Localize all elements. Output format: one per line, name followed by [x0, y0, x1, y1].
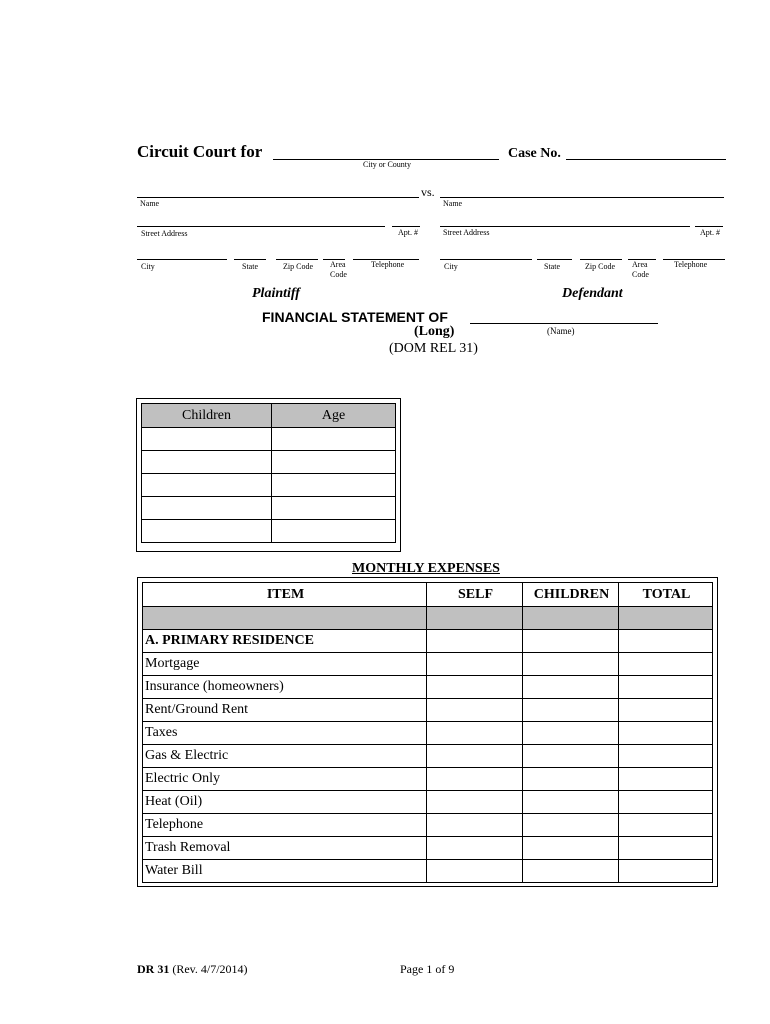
defendant-street-caption: Street Address: [443, 228, 490, 237]
long-label: (Long): [414, 324, 455, 339]
form-reference: (DOM REL 31): [389, 341, 478, 356]
table-row: [143, 768, 713, 791]
defendant-zip-field[interactable]: [580, 259, 622, 260]
children-cell[interactable]: [523, 722, 619, 745]
table-row: [142, 474, 396, 497]
self-cell[interactable]: [427, 722, 523, 745]
child-age-cell[interactable]: [272, 497, 396, 520]
self-cell[interactable]: [427, 745, 523, 768]
children-header: Children: [142, 404, 272, 428]
children-cell[interactable]: [523, 837, 619, 860]
child-age-cell[interactable]: [272, 428, 396, 451]
child-age-cell[interactable]: [272, 520, 396, 543]
table-row: [143, 676, 713, 699]
defendant-telephone-caption: Telephone: [674, 260, 708, 269]
item-label: Rent/Ground Rent: [143, 699, 427, 722]
item-label: Trash Removal: [143, 837, 427, 860]
children-cell[interactable]: [523, 745, 619, 768]
self-cell[interactable]: [427, 768, 523, 791]
plaintiff-name-caption: Name: [140, 199, 160, 208]
statement-name-caption: (Name): [547, 326, 575, 336]
plaintiff-name-field[interactable]: [137, 197, 419, 198]
form-id: DR 31: [137, 962, 170, 976]
children-col-header: CHILDREN: [523, 583, 619, 607]
children-cell[interactable]: [523, 699, 619, 722]
plaintiff-telephone-caption: Telephone: [371, 260, 405, 269]
court-label: Circuit Court for: [137, 142, 263, 161]
table-row: [142, 497, 396, 520]
expenses-table-frame: [137, 577, 718, 887]
defendant-city-caption: City: [444, 262, 458, 271]
total-cell[interactable]: [619, 791, 713, 814]
total-cell[interactable]: [619, 814, 713, 837]
defendant-street-field[interactable]: [440, 226, 690, 227]
item-header: ITEM: [143, 583, 427, 607]
total-cell[interactable]: [619, 745, 713, 768]
children-cell[interactable]: [523, 860, 619, 883]
table-row: [143, 722, 713, 745]
self-cell[interactable]: [427, 837, 523, 860]
defendant-state-caption: State: [544, 262, 560, 271]
plaintiff-apt-field[interactable]: [392, 226, 420, 227]
city-county-caption: City or County: [363, 160, 412, 169]
table-row: [143, 699, 713, 722]
defendant-apt-field[interactable]: [695, 226, 723, 227]
vs-label: vs.: [421, 185, 435, 199]
plaintiff-apt-caption: Apt. #: [398, 228, 418, 237]
plaintiff-street-caption: Street Address: [141, 229, 188, 238]
defendant-state-field[interactable]: [537, 259, 572, 260]
plaintiff-zip-field[interactable]: [276, 259, 318, 260]
self-cell[interactable]: [427, 791, 523, 814]
plaintiff-state-field[interactable]: [234, 259, 266, 260]
item-label: Mortgage: [143, 653, 427, 676]
total-cell[interactable]: [619, 653, 713, 676]
child-name-cell[interactable]: [142, 451, 272, 474]
item-label: Insurance (homeowners): [143, 676, 427, 699]
defendant-area-caption: Area: [632, 260, 648, 269]
defendant-name-field[interactable]: [440, 197, 724, 198]
table-row: [143, 745, 713, 768]
item-label: Telephone: [143, 814, 427, 837]
item-label: Heat (Oil): [143, 791, 427, 814]
plaintiff-city-field[interactable]: [137, 259, 227, 260]
total-header: TOTAL: [619, 583, 713, 607]
plaintiff-label: Plaintiff: [252, 286, 300, 301]
plaintiff-state-caption: State: [242, 262, 258, 271]
expenses-table: [142, 582, 713, 883]
table-row: [143, 837, 713, 860]
gray-separator-row: [143, 607, 713, 630]
total-cell[interactable]: [619, 768, 713, 791]
children-table: [141, 403, 396, 543]
total-cell[interactable]: [619, 860, 713, 883]
child-name-cell[interactable]: [142, 428, 272, 451]
plaintiff-zip-caption: Zip Code: [283, 262, 313, 271]
form-footer: [137, 962, 248, 977]
children-table-frame: [136, 398, 401, 552]
child-name-cell[interactable]: [142, 497, 272, 520]
defendant-label: Defendant: [562, 286, 623, 301]
item-label: Water Bill: [143, 860, 427, 883]
item-label: Gas & Electric: [143, 745, 427, 768]
item-label: Electric Only: [143, 768, 427, 791]
table-row: [143, 653, 713, 676]
case-no-field[interactable]: [566, 159, 726, 160]
defendant-name-caption: Name: [443, 199, 463, 208]
children-cell[interactable]: [523, 653, 619, 676]
section-label: A. PRIMARY RESIDENCE: [143, 630, 427, 653]
statement-name-field[interactable]: [470, 323, 658, 324]
child-age-cell[interactable]: [272, 474, 396, 497]
children-cell[interactable]: [523, 791, 619, 814]
financial-statement-title: FINANCIAL STATEMENT OF: [262, 309, 448, 325]
table-row: [142, 428, 396, 451]
case-no-label: Case No.: [508, 146, 561, 161]
total-cell[interactable]: [619, 837, 713, 860]
table-row: [143, 860, 713, 883]
form-revision: (Rev. 4/7/2014): [172, 962, 248, 976]
self-cell[interactable]: [427, 814, 523, 837]
page-number: Page 1 of 9: [400, 962, 455, 976]
plaintiff-city-caption: City: [141, 262, 155, 271]
child-name-cell[interactable]: [142, 474, 272, 497]
self-cell[interactable]: [427, 699, 523, 722]
total-cell[interactable]: [619, 676, 713, 699]
defendant-city-field[interactable]: [440, 259, 532, 260]
table-row: [143, 791, 713, 814]
table-row: [142, 451, 396, 474]
children-cell[interactable]: [523, 814, 619, 837]
plaintiff-code-caption: Code: [330, 270, 347, 279]
defendant-code-caption: Code: [632, 270, 649, 279]
self-header: SELF: [427, 583, 523, 607]
table-row: [142, 520, 396, 543]
total-cell[interactable]: [619, 699, 713, 722]
child-age-cell[interactable]: [272, 451, 396, 474]
children-cell[interactable]: [523, 676, 619, 699]
self-cell[interactable]: [427, 860, 523, 883]
defendant-apt-caption: Apt. #: [700, 228, 720, 237]
section-row: [143, 630, 713, 653]
plaintiff-street-field[interactable]: [137, 226, 385, 227]
self-cell[interactable]: [427, 676, 523, 699]
children-cell[interactable]: [523, 768, 619, 791]
age-header: Age: [272, 404, 396, 428]
total-cell[interactable]: [619, 722, 713, 745]
plaintiff-area-caption: Area: [330, 260, 346, 269]
table-row: [143, 814, 713, 837]
child-name-cell[interactable]: [142, 520, 272, 543]
defendant-zip-caption: Zip Code: [585, 262, 615, 271]
monthly-expenses-title: MONTHLY EXPENSES: [352, 561, 500, 576]
self-cell[interactable]: [427, 653, 523, 676]
item-label: Taxes: [143, 722, 427, 745]
